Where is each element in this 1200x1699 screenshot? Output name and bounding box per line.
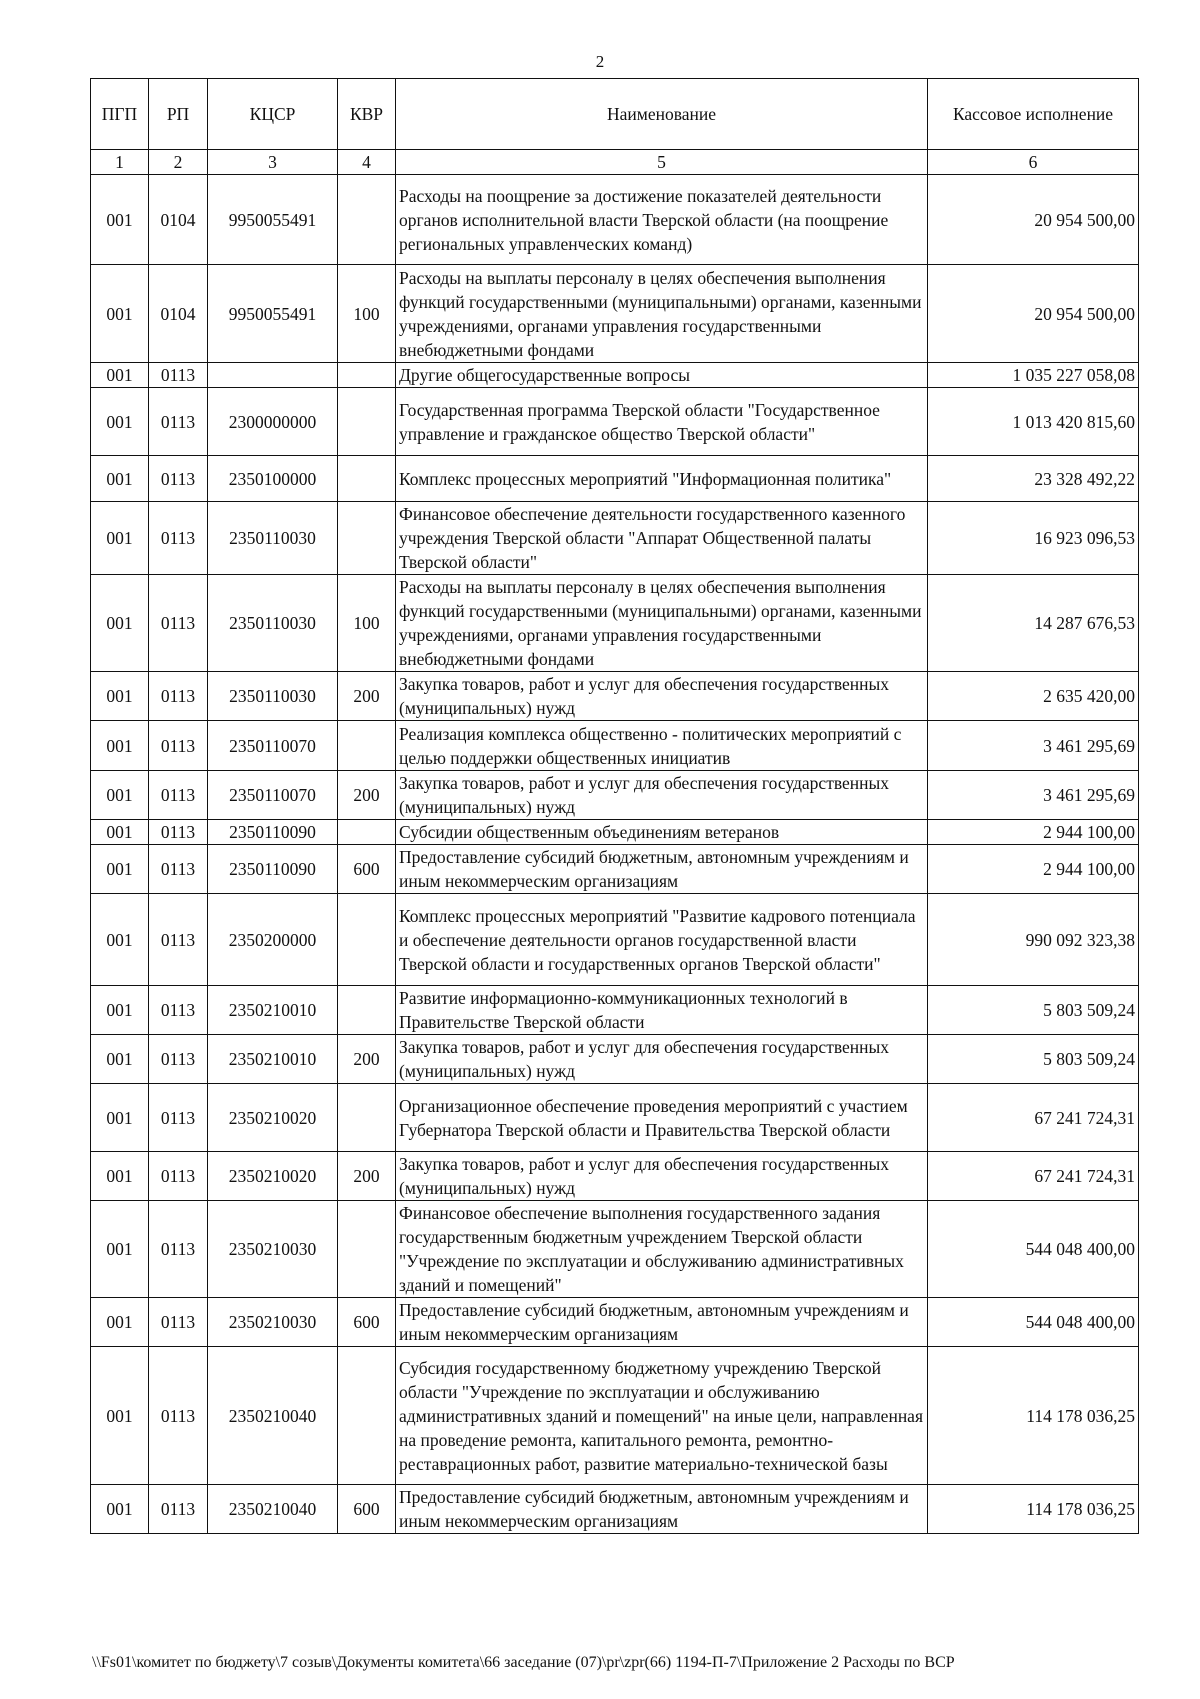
cell-kvr <box>338 1347 396 1485</box>
cell-kcsr: 2350210020 <box>208 1084 338 1152</box>
cell-kcsr: 2350100000 <box>208 456 338 502</box>
table-row <box>91 986 1139 1035</box>
cell-rp: 0113 <box>149 672 208 721</box>
cell-amount: 67 241 724,31 <box>928 1084 1139 1152</box>
cell-name: Комплекс процессных мероприятий "Информационная политика" <box>396 456 928 502</box>
cell-rp: 0113 <box>149 388 208 456</box>
cell-kcsr: 2350210010 <box>208 1035 338 1084</box>
cell-ppp: 001 <box>91 1485 149 1534</box>
cell-kcsr: 2350110070 <box>208 771 338 820</box>
table-row <box>91 502 1139 575</box>
table-row <box>91 1485 1139 1534</box>
table-row <box>91 1298 1139 1347</box>
cell-kcsr: 2350110070 <box>208 721 338 771</box>
cell-ppp: 001 <box>91 502 149 575</box>
cell-kvr: 100 <box>338 575 396 672</box>
cell-amount: 2 944 100,00 <box>928 820 1139 845</box>
table-row <box>91 1035 1139 1084</box>
cell-name: Расходы на поощрение за достижение показателей деятельности органов исполнительной власти Тверской области (на поощрение региональных управленческих команд) <box>396 175 928 265</box>
cell-rp: 0104 <box>149 265 208 363</box>
header-row <box>91 79 1139 150</box>
cell-amount: 544 048 400,00 <box>928 1201 1139 1298</box>
cell-ppp: 001 <box>91 986 149 1035</box>
cell-name: Комплекс процессных мероприятий "Развитие кадрового потенциала и обеспечение деятельности органов государственной власти Тверской области и государственных органов Тверской области" <box>396 894 928 986</box>
cell-ppp: 001 <box>91 456 149 502</box>
cell-kcsr: 2350110030 <box>208 672 338 721</box>
cell-rp: 0113 <box>149 1485 208 1534</box>
cell-rp: 0113 <box>149 721 208 771</box>
cell-ppp: 001 <box>91 1298 149 1347</box>
cell-name: Государственная программа Тверской области "Государственное управление и гражданское общество Тверской области" <box>396 388 928 456</box>
table-row <box>91 1347 1139 1485</box>
cell-name: Другие общегосударственные вопросы <box>396 363 928 388</box>
cell-rp: 0113 <box>149 363 208 388</box>
header-amount: Кассовое исполнение <box>928 79 1139 150</box>
cell-kvr <box>338 388 396 456</box>
cell-ppp: 001 <box>91 820 149 845</box>
cell-name: Расходы на выплаты персоналу в целях обеспечения выполнения функций государственными (муниципальными) органами, казенными учреждениями, органами управления государственными внебюджетными фондами <box>396 575 928 672</box>
cell-name: Закупка товаров, работ и услуг для обеспечения государственных (муниципальных) нужд <box>396 1035 928 1084</box>
footer-file-path: \\Fs01\комитет по бюджету\7 созыв\Документы комитета\66 заседание (07)\pr\zpr(66) 1194-П-7\Приложение 2 Расходы по ВСР <box>92 1654 955 1671</box>
cell-ppp: 001 <box>91 388 149 456</box>
cell-amount: 23 328 492,22 <box>928 456 1139 502</box>
cell-kcsr: 2350210040 <box>208 1347 338 1485</box>
cell-rp: 0113 <box>149 1035 208 1084</box>
header-kcsr: КЦСР <box>208 79 338 150</box>
cell-amount: 3 461 295,69 <box>928 771 1139 820</box>
table-row <box>91 175 1139 265</box>
cell-kvr <box>338 986 396 1035</box>
cell-amount: 990 092 323,38 <box>928 894 1139 986</box>
cell-kvr: 200 <box>338 1152 396 1201</box>
table-row <box>91 1201 1139 1298</box>
page-number: 2 <box>595 52 605 71</box>
column-number-row <box>91 150 1139 175</box>
table-row <box>91 894 1139 986</box>
cell-amount: 3 461 295,69 <box>928 721 1139 771</box>
cell-amount: 5 803 509,24 <box>928 986 1139 1035</box>
cell-name: Финансовое обеспечение выполнения государственного задания государственным бюджетным учреждением Тверской области "Учреждение по эксплуатации и обслуживанию административных зданий и помещений" <box>396 1201 928 1298</box>
column-number: 6 <box>928 150 1139 175</box>
cell-kvr: 600 <box>338 1485 396 1534</box>
cell-kvr <box>338 363 396 388</box>
cell-rp: 0113 <box>149 1084 208 1152</box>
cell-name: Предоставление субсидий бюджетным, автономным учреждениям и иным некоммерческим организациям <box>396 1298 928 1347</box>
cell-ppp: 001 <box>91 894 149 986</box>
cell-kcsr: 9950055491 <box>208 265 338 363</box>
cell-name: Закупка товаров, работ и услуг для обеспечения государственных (муниципальных) нужд <box>396 771 928 820</box>
cell-amount: 20 954 500,00 <box>928 265 1139 363</box>
cell-ppp: 001 <box>91 1084 149 1152</box>
cell-amount: 67 241 724,31 <box>928 1152 1139 1201</box>
cell-rp: 0113 <box>149 1347 208 1485</box>
cell-rp: 0113 <box>149 502 208 575</box>
cell-kvr: 600 <box>338 1298 396 1347</box>
cell-rp: 0113 <box>149 845 208 894</box>
cell-amount: 2 635 420,00 <box>928 672 1139 721</box>
header-name: Наименование <box>396 79 928 150</box>
cell-kvr: 100 <box>338 265 396 363</box>
budget-expenditure-table <box>90 78 1139 1534</box>
cell-ppp: 001 <box>91 721 149 771</box>
cell-kcsr: 2300000000 <box>208 388 338 456</box>
cell-rp: 0113 <box>149 456 208 502</box>
cell-rp: 0113 <box>149 986 208 1035</box>
cell-rp: 0113 <box>149 820 208 845</box>
table-row <box>91 388 1139 456</box>
column-number: 2 <box>149 150 208 175</box>
cell-kvr <box>338 820 396 845</box>
cell-kcsr: 2350110030 <box>208 575 338 672</box>
cell-name: Развитие информационно-коммуникационных технологий в Правительстве Тверской области <box>396 986 928 1035</box>
cell-kvr <box>338 175 396 265</box>
column-number: 1 <box>91 150 149 175</box>
cell-amount: 5 803 509,24 <box>928 1035 1139 1084</box>
cell-kvr <box>338 721 396 771</box>
cell-amount: 544 048 400,00 <box>928 1298 1139 1347</box>
cell-kvr <box>338 502 396 575</box>
table-row <box>91 456 1139 502</box>
table-row <box>91 721 1139 771</box>
table-row <box>91 820 1139 845</box>
header-ppp: ПГП <box>91 79 149 150</box>
table-row <box>91 363 1139 388</box>
cell-rp: 0113 <box>149 894 208 986</box>
table-row <box>91 672 1139 721</box>
cell-name: Субсидии общественным объединениям ветеранов <box>396 820 928 845</box>
table-row <box>91 771 1139 820</box>
cell-name: Финансовое обеспечение деятельности государственного казенного учреждения Тверской области "Аппарат Общественной палаты Тверской области" <box>396 502 928 575</box>
column-number: 4 <box>338 150 396 175</box>
column-number: 3 <box>208 150 338 175</box>
cell-ppp: 001 <box>91 1152 149 1201</box>
cell-name: Организационное обеспечение проведения мероприятий с участием Губернатора Тверской области и Правительства Тверской области <box>396 1084 928 1152</box>
cell-ppp: 001 <box>91 1201 149 1298</box>
cell-kcsr: 2350110090 <box>208 845 338 894</box>
cell-kcsr: 2350210030 <box>208 1201 338 1298</box>
cell-name: Реализация комплекса общественно - политических мероприятий с целью поддержки общественных инициатив <box>396 721 928 771</box>
cell-name: Субсидия государственному бюджетному учреждению Тверской области "Учреждение по эксплуатации и обслуживанию административных зданий и помещений" на иные цели, направленная на проведение ремонта, капитального ремонта, ремонтно-реставрационных работ, развитие материально-технической базы <box>396 1347 928 1485</box>
cell-rp: 0113 <box>149 1152 208 1201</box>
cell-rp: 0113 <box>149 1298 208 1347</box>
cell-kcsr: 2350110090 <box>208 820 338 845</box>
cell-kcsr: 2350210040 <box>208 1485 338 1534</box>
table-row <box>91 265 1139 363</box>
cell-ppp: 001 <box>91 265 149 363</box>
cell-ppp: 001 <box>91 672 149 721</box>
cell-amount: 14 287 676,53 <box>928 575 1139 672</box>
cell-kvr <box>338 1201 396 1298</box>
cell-name: Расходы на выплаты персоналу в целях обеспечения выполнения функций государственными (муниципальными) органами, казенными учреждениями, органами управления государственными внебюджетными фондами <box>396 265 928 363</box>
cell-amount: 2 944 100,00 <box>928 845 1139 894</box>
cell-ppp: 001 <box>91 1035 149 1084</box>
cell-ppp: 001 <box>91 1347 149 1485</box>
column-number: 5 <box>396 150 928 175</box>
cell-name: Закупка товаров, работ и услуг для обеспечения государственных (муниципальных) нужд <box>396 672 928 721</box>
table-row <box>91 1152 1139 1201</box>
cell-amount: 1 035 227 058,08 <box>928 363 1139 388</box>
cell-kcsr: 2350210030 <box>208 1298 338 1347</box>
cell-amount: 114 178 036,25 <box>928 1485 1139 1534</box>
header-kvr: КВР <box>338 79 396 150</box>
cell-amount: 20 954 500,00 <box>928 175 1139 265</box>
table-row <box>91 575 1139 672</box>
cell-name: Предоставление субсидий бюджетным, автономным учреждениям и иным некоммерческим организациям <box>396 845 928 894</box>
cell-rp: 0104 <box>149 175 208 265</box>
table-row <box>91 1084 1139 1152</box>
table-row <box>91 845 1139 894</box>
cell-kcsr: 2350110030 <box>208 502 338 575</box>
cell-ppp: 001 <box>91 175 149 265</box>
header-rp: РП <box>149 79 208 150</box>
cell-ppp: 001 <box>91 771 149 820</box>
cell-kcsr: 2350200000 <box>208 894 338 986</box>
cell-rp: 0113 <box>149 575 208 672</box>
cell-name: Закупка товаров, работ и услуг для обеспечения государственных (муниципальных) нужд <box>396 1152 928 1201</box>
cell-rp: 0113 <box>149 771 208 820</box>
cell-kvr <box>338 456 396 502</box>
cell-kvr: 200 <box>338 1035 396 1084</box>
cell-kvr: 600 <box>338 845 396 894</box>
cell-kcsr: 2350210020 <box>208 1152 338 1201</box>
cell-kvr <box>338 1084 396 1152</box>
cell-kvr: 200 <box>338 672 396 721</box>
cell-kvr <box>338 894 396 986</box>
cell-kcsr: 2350210010 <box>208 986 338 1035</box>
cell-rp: 0113 <box>149 1201 208 1298</box>
cell-amount: 1 013 420 815,60 <box>928 388 1139 456</box>
cell-kcsr: 9950055491 <box>208 175 338 265</box>
cell-kcsr <box>208 363 338 388</box>
cell-ppp: 001 <box>91 363 149 388</box>
cell-ppp: 001 <box>91 845 149 894</box>
cell-name: Предоставление субсидий бюджетным, автономным учреждениям и иным некоммерческим организациям <box>396 1485 928 1534</box>
cell-amount: 114 178 036,25 <box>928 1347 1139 1485</box>
table-body <box>91 175 1139 1534</box>
cell-ppp: 001 <box>91 575 149 672</box>
cell-amount: 16 923 096,53 <box>928 502 1139 575</box>
cell-kvr: 200 <box>338 771 396 820</box>
